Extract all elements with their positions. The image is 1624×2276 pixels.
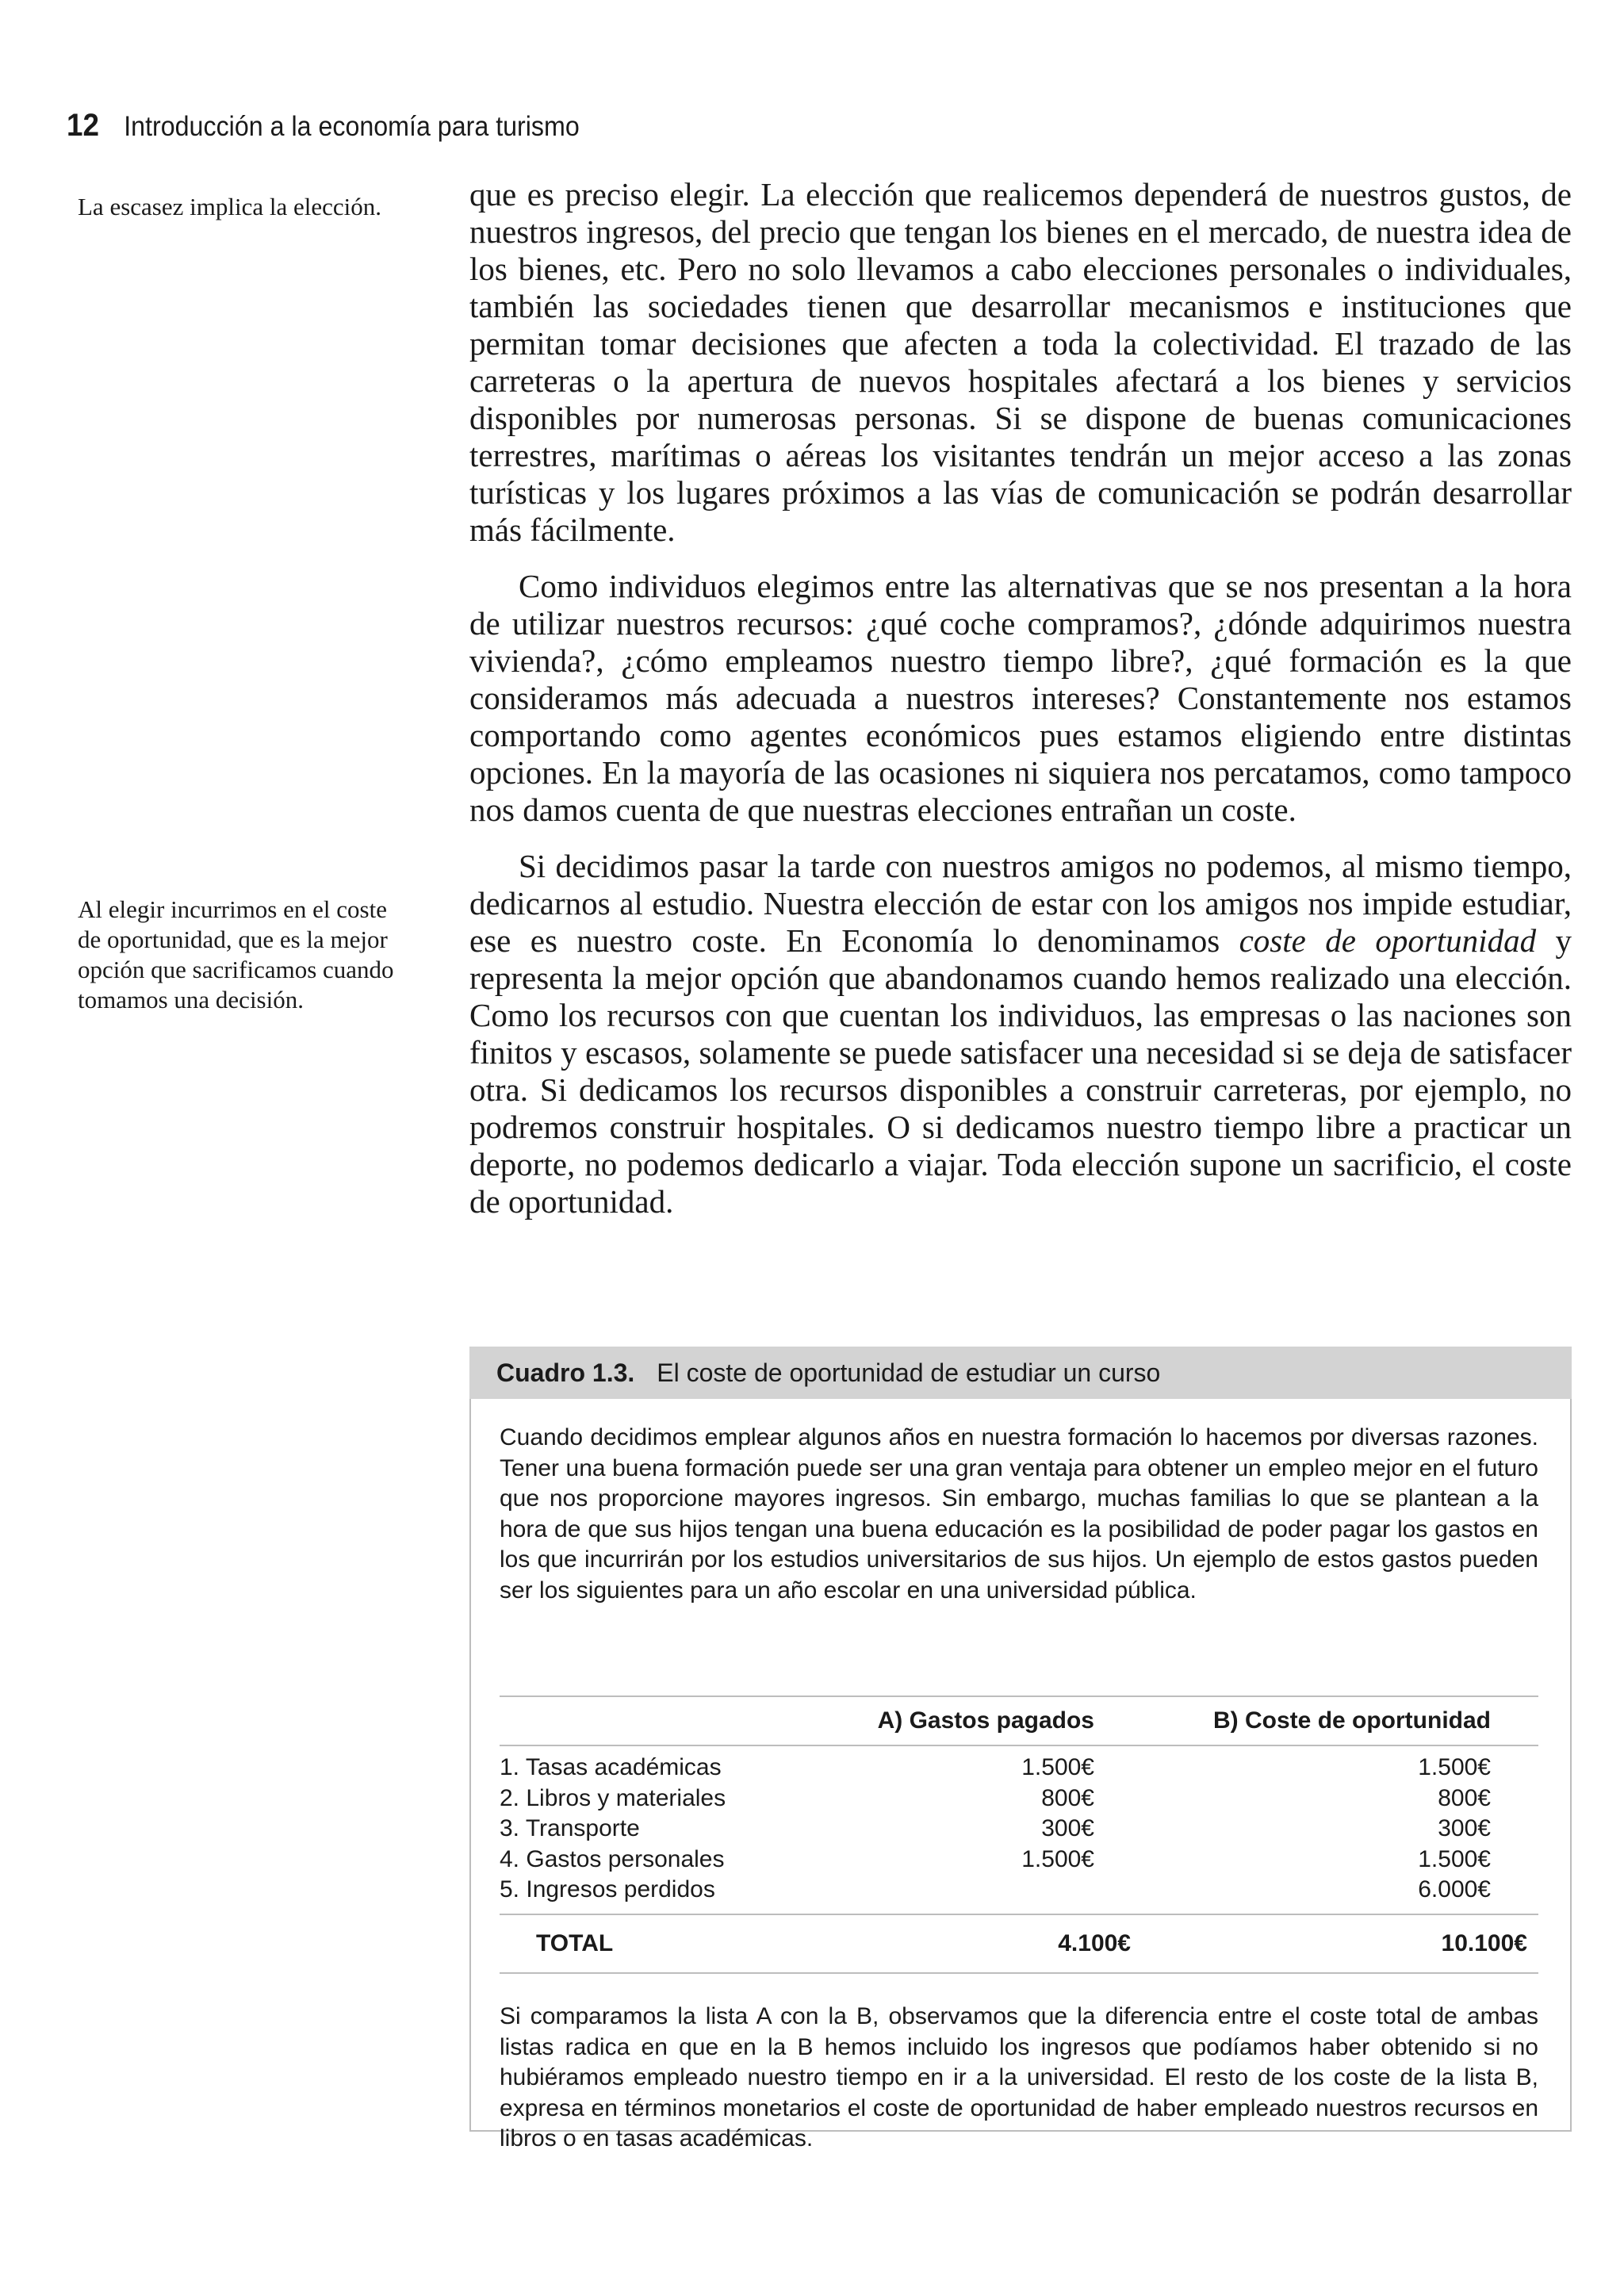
table-cell-b: 300€ bbox=[1438, 1815, 1491, 1842]
term-coste-de-oportunidad: coste de oportunidad bbox=[1239, 922, 1537, 959]
table-cell-item: 1. Tasas académicas bbox=[500, 1754, 722, 1781]
table-cell-b: 1.500€ bbox=[1418, 1754, 1491, 1781]
paragraph-3-start: Si decidimos pasar la tarde con nuestros amigos no podemos, al mismo tiempo, dedicarnos al estudio. Nuestra elección de estar con los amigos nos impide estudiar, ese es nuestro coste. En Economía lo denominamos bbox=[469, 848, 1572, 959]
table-row bbox=[500, 1875, 1538, 1906]
table-row bbox=[500, 1845, 1538, 1876]
paragraph-3 bbox=[469, 848, 1572, 1220]
table-total-row bbox=[500, 1915, 1538, 1972]
box-label: Cuadro 1.3. bbox=[496, 1358, 635, 1387]
table-row bbox=[500, 1814, 1538, 1845]
paragraph-3-end: y representa la mejor opción que abandonamos cuando hemos realizado una elección. Como los recursos con que cuentan los individuos, las empresas o las naciones son finitos y escasos, solamente se puede satisfacer una necesidad si se deja de satisfacer otra. Si dedicamos los recursos disponibles a construir carreteras, por ejemplo, no podremos construir hospitales. O si dedicamos nuestro tiempo libre a practicar un deporte, no podemos dedicarlo a viajar. Toda elección supone un sacrificio, el coste de oportunidad. bbox=[469, 922, 1572, 1220]
running-header bbox=[67, 108, 580, 144]
table-cell-b: 800€ bbox=[1438, 1784, 1491, 1811]
margin-note-scarcity: La escasez implica la elección. bbox=[78, 193, 381, 220]
main-text bbox=[469, 176, 1572, 1240]
table-row bbox=[500, 1784, 1538, 1814]
margin-note-opportunity-cost: Al elegir incurrimos en el coste de oportunidad, que es la mejor opción que sacrificamos cuando tomamos una decisión. bbox=[78, 895, 394, 1013]
table-row bbox=[500, 1753, 1538, 1784]
table-cell-b: 1.500€ bbox=[1418, 1845, 1491, 1872]
table-header-a: A) Gastos pagados bbox=[877, 1707, 1094, 1734]
box-body bbox=[469, 1399, 1572, 2151]
table-rule-bottom bbox=[500, 1972, 1538, 1974]
paragraph-1: que es preciso elegir. La elección que realicemos dependerá de nuestros gustos, de nuestros ingresos, del precio que tengan los bienes en el mercado, de nuestra idea de los bienes, etc. Pero no solo llevamos a cabo elecciones personales o individuales, también las sociedades tienen que desarrollar mecanismos e instituciones que permitan tomar decisiones que afecten a toda la colectividad. El trazado de las carreteras o la apertura de nuevos hospitales afectará a los bienes y servicios disponibles por numerosas personas. Si se dispone de buenas comunicaciones terrestres, marítimas o aéreas los visitantes tendrán un mejor acceso a las zonas turísticas y los lugares próximos a las vías de comunicación se podrán desarrollar más fácilmente. bbox=[469, 176, 1572, 548]
paragraph-2: Como individuos elegimos entre las alternativas que se nos presentan a la hora de utilizar nuestros recursos: ¿qué coche compramos?, ¿dónde adquirimos nuestra vivienda?, ¿cómo empleamos nuestro tiempo libre?, ¿qué formación es la que consideramos más adecuada a nuestros intereses? Constantemente nos estamos comportando como agentes económicos pues estamos eligiendo entre distintas opciones. En la mayoría de las ocasiones ni siquiera nos percatamos, como tampoco nos damos cuenta de que nuestras elecciones entrañan un coste. bbox=[469, 568, 1572, 828]
table-total-label: TOTAL bbox=[536, 1929, 614, 1956]
table-rule-header bbox=[500, 1745, 1538, 1746]
box-conclusion: Si comparamos la lista A con la B, observamos que la diferencia entre el coste total de ambas listas radica en que en la B hemos incluido los ingresos que podíamos haber obtenido si no hubiéramos empleado nuestro tiempo en ir a la universidad. El resto de los coste de la lista B, expresa en términos monetarios el coste de oportunidad de haber empleado nuestros recursos en libros o en tasas académicas. bbox=[500, 2003, 1538, 2151]
box-title: El coste de oportunidad de estudiar un curso bbox=[657, 1358, 1161, 1387]
table-cell-item: 3. Transporte bbox=[500, 1815, 640, 1842]
table-cell-a: 1.500€ bbox=[1021, 1754, 1094, 1781]
table-cell-a: 1.500€ bbox=[1021, 1845, 1094, 1872]
table-cell-item: 5. Ingresos perdidos bbox=[500, 1876, 715, 1903]
table-total-b: 10.100€ bbox=[1441, 1929, 1527, 1956]
table-cell-item: 4. Gastos personales bbox=[500, 1845, 725, 1872]
box-title-bar bbox=[469, 1347, 1572, 1399]
table-cell-item: 2. Libros y materiales bbox=[500, 1784, 726, 1811]
table-total-a: 4.100€ bbox=[1058, 1929, 1131, 1956]
box-intro: Cuando decidimos emplear algunos años en nuestra formación lo hacemos por diversas razones. Tener una buena formación puede ser una gran ventaja para obtener un empleo mejor en el futuro que nos proporcione mayores ingresos. Sin embargo, muchas familias lo que se plantean a la hora de que sus hijos tengan una buena educación es la posibilidad de poder pagar los gastos en los que incurrirán por los estudios universitarios de sus hijos. Un ejemplo de estos gastos pueden ser los siguientes para un año escolar en una universidad pública. bbox=[500, 1424, 1538, 1604]
page-number: 12 bbox=[67, 108, 99, 143]
table-header-b: B) Coste de oportunidad bbox=[1213, 1707, 1491, 1734]
table-header-row bbox=[500, 1697, 1538, 1745]
cuadro-box bbox=[469, 1347, 1572, 2151]
cost-table bbox=[500, 1696, 1538, 1974]
table-cell-a: 800€ bbox=[1041, 1784, 1094, 1811]
table-cell-b: 6.000€ bbox=[1418, 1876, 1491, 1903]
running-title: Introducción a la economía para turismo bbox=[124, 111, 580, 142]
table-cell-a: 300€ bbox=[1041, 1815, 1094, 1842]
